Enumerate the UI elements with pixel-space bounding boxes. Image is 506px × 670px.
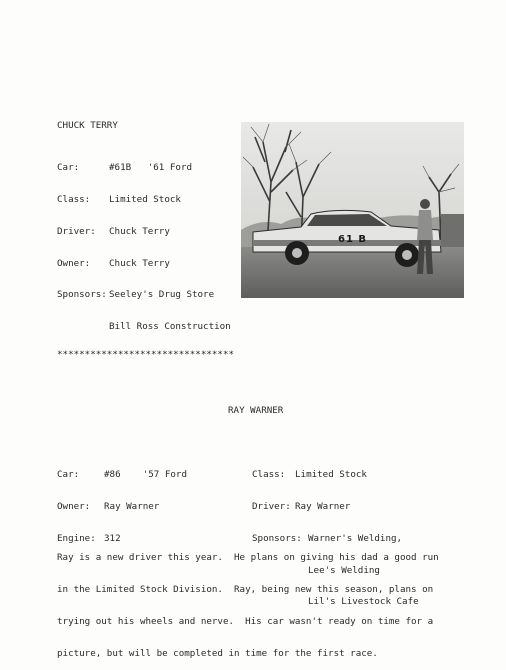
field-sponsors <box>57 290 231 301</box>
field-class <box>57 195 231 206</box>
field-value: Chuck Terry <box>109 257 170 269</box>
field-value: Lil's Livestock Cafe <box>308 596 419 608</box>
field-value: Limited Stock <box>109 193 181 205</box>
field-class <box>252 470 419 481</box>
field-label <box>57 322 109 333</box>
field-value: Limited Stock <box>295 469 367 481</box>
field-driver <box>252 502 419 513</box>
field-value: Bill Ross Construction <box>109 321 231 333</box>
field-label: Class: <box>57 193 91 205</box>
field-value: #61B '61 Ford <box>109 162 192 174</box>
field-label: Car: <box>57 162 80 174</box>
race-car-photo <box>241 122 464 298</box>
field-value: Seeley's Drug Store <box>109 289 215 301</box>
field-value: Lee's Welding <box>308 564 380 576</box>
field-value: 312 <box>104 532 121 544</box>
paragraph-line: Ray is a new driver this year. He plans on giving his dad a good run <box>57 552 439 564</box>
car-number-decal: 61 B <box>338 234 368 245</box>
field-value: Warner's Welding, <box>308 532 403 544</box>
field-label: Driver: <box>252 500 291 512</box>
field-label: Sponsors: <box>57 289 107 301</box>
field-label: Driver: <box>57 225 96 237</box>
field-label: Owner: <box>57 500 91 512</box>
field-label: Engine: <box>57 532 96 544</box>
field-owner <box>57 502 187 513</box>
field-label: Class: <box>252 469 286 481</box>
driver-name-ray-warner: RAY WARNER <box>228 405 284 416</box>
field-sponsors-cont <box>57 322 231 333</box>
field-owner <box>57 259 231 270</box>
field-value: Chuck Terry <box>109 225 170 237</box>
paragraph-line: in the Limited Stock Division. Ray, being new this season, plans on <box>57 583 434 595</box>
field-label: Owner: <box>57 257 91 269</box>
paragraph-line: picture, but will be completed in time for the first race. <box>57 647 378 659</box>
entry1-fields <box>57 142 231 343</box>
field-value: Ray Warner <box>104 500 160 512</box>
field-driver <box>57 227 231 238</box>
field-car <box>57 163 231 174</box>
field-value: Ray Warner <box>295 500 351 512</box>
separator-line: ******************************** <box>57 349 235 360</box>
driver-name-chuck-terry: CHUCK TERRY <box>57 120 118 131</box>
field-car <box>57 470 187 481</box>
paragraph-line: trying out his wheels and nerve. His car wasn't ready on time for a <box>57 615 434 627</box>
field-value: #86 '57 Ford <box>104 469 187 481</box>
field-label: Sponsors: <box>252 532 302 544</box>
driver-description <box>57 532 437 670</box>
field-label: Car: <box>57 469 80 481</box>
